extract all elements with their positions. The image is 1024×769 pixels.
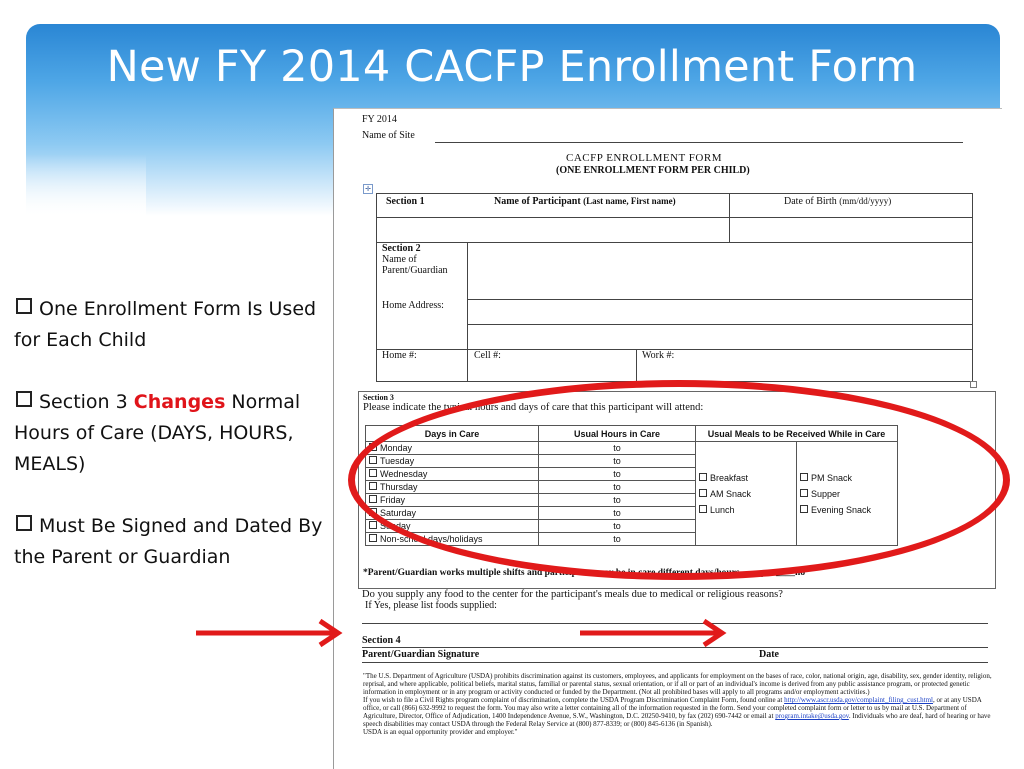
form-title: CACFP ENROLLMENT FORM	[566, 152, 722, 164]
bullet-text: Section 3	[39, 391, 134, 413]
grid-line	[376, 217, 972, 218]
hours-cell: to	[539, 442, 696, 455]
day-label: Sunday	[380, 521, 411, 531]
day-label: Thursday	[380, 482, 418, 492]
grid-line	[467, 242, 468, 381]
grid-line	[729, 193, 730, 242]
hours-cell: to	[539, 468, 696, 481]
email-link[interactable]: program.intake@usda.gov	[775, 712, 849, 720]
dob-hint: (mm/dd/yyyy)	[839, 196, 892, 206]
bullet-item	[14, 511, 344, 573]
grid-line	[467, 299, 972, 300]
date-label: Date	[759, 649, 779, 660]
nd-paragraph: If you wish to file a Civil Rights program complaint of discrimination, complete the USDA Program Discrimination Complaint Form, found online at	[363, 696, 783, 704]
name-of-participant-text: Name of Participant	[494, 196, 581, 207]
section1-label: Section 1	[386, 196, 425, 207]
shift-yes: yes	[760, 568, 774, 578]
name-of-participant-label	[494, 196, 676, 207]
bullet-list	[14, 294, 344, 604]
checkbox-bullet-icon	[16, 298, 32, 314]
divider-line	[362, 662, 988, 663]
grid-line	[376, 242, 972, 243]
section4-label: Section 4	[362, 635, 401, 646]
checkbox-icon	[369, 521, 377, 529]
grid-line	[467, 324, 972, 325]
meal-label: Breakfast	[710, 472, 749, 483]
highlight-oval	[348, 380, 1010, 580]
dob-text: Date of Birth	[784, 196, 837, 207]
grid-line	[972, 193, 973, 381]
name-of-site-line	[435, 142, 963, 143]
grid-line	[376, 193, 377, 381]
bullet-text: Normal Hours of Care (DAYS, HOURS, MEALS)	[14, 391, 301, 475]
name-of-site-label: Name of Site	[362, 130, 415, 141]
form-fy: FY 2014	[362, 114, 397, 125]
nondiscrimination-statement	[363, 672, 993, 736]
name-hint: (Last name, First name)	[583, 196, 676, 206]
nd-paragraph: "The U.S. Department of Agriculture (USDA) prohibits discrimination against its customers, employees, and applicants for employment on the bases of race, color, national origin, age, disability, sex, gender identity, religion, reprisal, and where applicable, political beliefs, marital status, familial or parental status, sexual orientation, or if all or part of an individual's income is derived from any public assistance program, or protected genetic information in employment or in any program or activity conducted or funded by the Department. (Not all prohibited bases will apply to all programs and/or employment activities.)	[363, 672, 992, 696]
food-list-label: If Yes, please list foods supplied:	[365, 600, 497, 611]
move-handle-icon: ✛	[363, 184, 373, 194]
signature-label: Parent/Guardian Signature	[362, 649, 480, 660]
shift-no: no	[795, 568, 806, 578]
section2-label: Section 2	[382, 243, 421, 254]
day-label: Saturday	[380, 508, 417, 518]
bullet-item	[14, 387, 344, 480]
day-label: Friday	[380, 495, 406, 505]
hours-cell: to	[539, 494, 696, 507]
day-label: Wednesday	[380, 469, 428, 479]
nd-paragraph: . Individuals who are deaf, hard of hearing or have speech disabilities may contact USDA through the Federal Relay Service at (800) 877-8339; or (800) 845-6136 (in Spanish).	[363, 712, 991, 728]
hours-cell: to	[539, 533, 696, 546]
shift-note-text: *Parent/Guardian works multiple shifts and participants may be in care different days/hours	[363, 568, 740, 578]
hours-cell: to	[539, 481, 696, 494]
food-question: Do you supply any food to the center for the participant's meals due to medical or religious reasons?	[362, 589, 783, 600]
form-subtitle: (ONE ENROLLMENT FORM PER CHILD)	[556, 165, 750, 176]
table-resize-handle	[970, 381, 977, 388]
days-header: Days in Care	[366, 426, 539, 442]
banner-fade	[26, 110, 146, 220]
home-address-label: Home Address:	[382, 300, 444, 311]
checkbox-icon	[369, 534, 377, 542]
day-label: Monday	[380, 443, 413, 453]
meal-label: Evening Snack	[811, 504, 872, 515]
hours-cell: to	[539, 455, 696, 468]
section3-prompt: Please indicate the typical hours and days of care that this participant will attend:	[363, 402, 704, 413]
arrow-right-icon	[580, 618, 730, 648]
day-label: Non-school days/holidays	[380, 534, 483, 544]
cell-phone-label: Cell #:	[474, 350, 501, 361]
day-label: Tuesday	[380, 456, 415, 466]
meals-header: Usual Meals to be Received While in Care	[696, 426, 898, 442]
hours-header: Usual Hours in Care	[539, 426, 696, 442]
hours-cell: to	[539, 520, 696, 533]
bullet-text: One Enrollment Form Is Used for Each Child	[14, 298, 317, 351]
hours-cell: to	[539, 507, 696, 520]
home-phone-label: Home #:	[382, 350, 417, 361]
section3-label: Section 3	[363, 393, 394, 402]
name-of-label: Name of	[382, 254, 417, 265]
checkbox-bullet-icon	[16, 391, 32, 407]
grid-line	[636, 349, 637, 381]
bullet-item	[14, 294, 344, 356]
slide-title: New FY 2014 CACFP Enrollment Form	[106, 42, 918, 92]
checkbox-bullet-icon	[16, 515, 32, 531]
meal-label: Supper	[811, 488, 841, 499]
nd-paragraph: USDA is an equal opportunity provider and employer."	[363, 728, 518, 736]
shift-note: *Parent/Guardian works multiple shifts and participants may be in care different days/hours ____yes ____no	[363, 568, 806, 578]
bullet-text: Must Be Signed and Dated By the Parent or Guardian	[14, 515, 323, 568]
work-phone-label: Work #:	[642, 350, 675, 361]
parent-guardian-label: Parent/Guardian	[382, 265, 448, 276]
complaint-link[interactable]: http://www.ascr.usda.gov/complaint_filing_cust.html	[784, 696, 933, 704]
grid-line	[376, 193, 972, 194]
meal-label: Lunch	[710, 504, 735, 515]
nd-paragraph: , or at any USDA office, or call (866) 632-9992 to request the form. You may also write a letter containing all of the information requested in the form. Send your completed complaint form or letter to us by mail at U.S. Department of Agriculture, Director, Office of Adjudication, 1400 Independence Avenue, S.W., Washington, D.C. 20250-9410, by fax (202) 690-7442 or email at	[363, 696, 982, 720]
arrow-right-icon	[196, 618, 346, 648]
dob-label	[784, 196, 891, 207]
meal-label: PM Snack	[811, 472, 853, 483]
bullet-highlight: Changes	[133, 391, 226, 413]
meal-label: AM Snack	[710, 488, 752, 499]
